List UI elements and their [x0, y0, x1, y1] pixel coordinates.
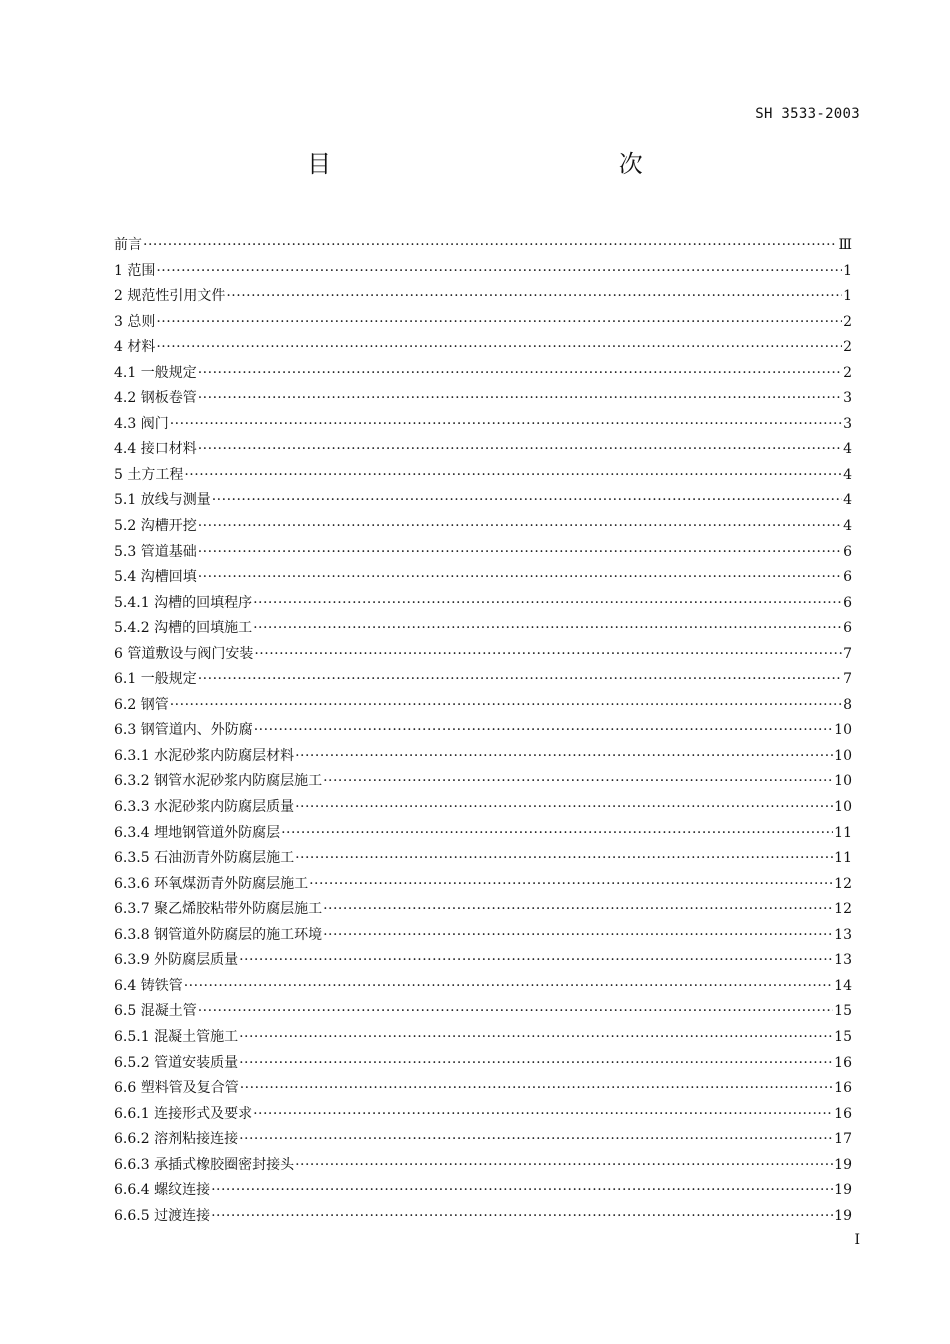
toc-entry-page: 12 [834, 875, 852, 892]
toc-dot-leader [198, 565, 842, 591]
toc-entry-number: 4.4 [114, 441, 141, 458]
toc-entry-page: 3 [843, 415, 852, 432]
toc-entry-number: 6.3.3 [114, 799, 155, 816]
toc-entry-page: 10 [834, 722, 852, 739]
toc-entry-number: 4.3 [114, 415, 141, 432]
toc-dot-leader [211, 1204, 833, 1230]
toc-dot-leader [170, 412, 842, 438]
toc-entry-number: 5.3 [114, 543, 141, 560]
toc-entry[interactable] [114, 1025, 852, 1051]
toc-dot-leader [253, 591, 842, 617]
toc-entry-title: 土方工程 [127, 466, 184, 483]
toc-dot-leader [253, 1102, 833, 1128]
toc-entry-page: 10 [834, 773, 852, 790]
toc-entry-page: 16 [834, 1105, 852, 1122]
toc-entry[interactable] [114, 1204, 852, 1230]
toc-entry-number: 6.3.2 [114, 773, 155, 790]
toc-entry-page: 19 [834, 1182, 852, 1199]
toc-entry-page: 17 [834, 1131, 852, 1148]
toc-entry-page: 4 [843, 492, 852, 509]
toc-entry-title: 钢板卷管 [140, 390, 197, 407]
toc-entry[interactable] [114, 897, 852, 923]
toc-entry-title: 聚乙烯胶粘带外防腐层施工 [154, 901, 323, 918]
toc-entry-number: 3 [114, 313, 128, 330]
toc-entry-title: 埋地钢管道外防腐层 [154, 824, 281, 841]
toc-dot-leader [170, 693, 842, 719]
toc-entry-title: 沟槽的回填程序 [154, 594, 253, 611]
toc-dot-leader [281, 821, 833, 847]
toc-entry-page: 13 [834, 952, 852, 969]
toc-entry-number: 1 [114, 262, 128, 279]
toc-entry[interactable] [114, 769, 852, 795]
toc-dot-leader [198, 514, 842, 540]
toc-entry[interactable] [114, 514, 852, 540]
toc-entry-page: 4 [843, 466, 852, 483]
toc-entry[interactable] [114, 386, 852, 412]
toc-entry[interactable] [114, 974, 852, 1000]
page-number: I [854, 1232, 860, 1248]
toc-entry[interactable] [114, 259, 852, 285]
toc-entry[interactable] [114, 335, 852, 361]
toc-entry-title: 石油沥青外防腐层施工 [154, 850, 295, 867]
toc-entry-number: 6.3.4 [114, 824, 155, 841]
toc-entry[interactable] [114, 1127, 852, 1153]
toc-entry-title: 材料 [127, 339, 156, 356]
toc-entry[interactable] [114, 1178, 852, 1204]
toc-entry[interactable] [114, 795, 852, 821]
toc-entry[interactable] [114, 412, 852, 438]
toc-dot-leader [156, 335, 842, 361]
toc-entry-number: 6.6 [114, 1080, 141, 1097]
toc-entry-number: 6.3.8 [114, 926, 155, 943]
toc-entry[interactable] [114, 233, 852, 259]
toc-entry-title: 沟槽回填 [140, 569, 197, 586]
toc-entry-title: 环氧煤沥青外防腐层施工 [154, 875, 309, 892]
toc-entry-page: 1 [843, 262, 852, 279]
toc-dot-leader [198, 437, 842, 463]
toc-entry-title: 前言 [114, 237, 142, 253]
toc-entry-title: 承插式橡胶圈密封接头 [154, 1156, 295, 1173]
toc-entry-number: 5.2 [114, 518, 141, 535]
toc-entry-number: 5.4 [114, 569, 141, 586]
toc-dot-leader [295, 795, 833, 821]
toc-entry-title: 钢管道内、外防腐 [140, 722, 253, 739]
toc-entry-number: 5.1 [114, 492, 141, 509]
toc-entry-title: 管道安装质量 [154, 1054, 239, 1071]
toc-entry-page: 3 [843, 390, 852, 407]
toc-entry-number: 6.5.2 [114, 1054, 155, 1071]
toc-dot-leader [156, 310, 842, 336]
toc-entry-page: 6 [843, 594, 852, 611]
toc-dot-leader [211, 1178, 833, 1204]
toc-entry-title: 连接形式及要求 [154, 1105, 253, 1122]
toc-entry-page: 16 [834, 1080, 852, 1097]
toc-entry-number: 6.6.1 [114, 1105, 155, 1122]
toc-entry-page: 8 [843, 696, 852, 713]
toc-entry-number: 6.6.3 [114, 1156, 155, 1173]
toc-entry[interactable] [114, 1102, 852, 1128]
toc-entry-title: 一般规定 [140, 671, 197, 688]
toc-entry-number: 6 [114, 645, 128, 662]
toc-entry[interactable] [114, 744, 852, 770]
toc-entry[interactable] [114, 718, 852, 744]
toc-dot-leader [198, 999, 833, 1025]
toc-entry[interactable] [114, 999, 852, 1025]
toc-dot-leader [323, 923, 833, 949]
toc-entry[interactable] [114, 463, 852, 489]
toc-entry[interactable] [114, 1153, 852, 1179]
toc-entry-number: 6.2 [114, 696, 141, 713]
toc-entry-title: 铸铁管 [140, 977, 183, 994]
toc-dot-leader [212, 488, 842, 514]
toc-entry[interactable] [114, 821, 852, 847]
toc-entry-page: 6 [843, 543, 852, 560]
toc-dot-leader [295, 846, 833, 872]
toc-entry-title: 接口材料 [140, 441, 197, 458]
toc-entry-number: 5.4.2 [114, 620, 155, 637]
toc-entry-title: 螺纹连接 [154, 1182, 211, 1199]
toc-entry-number: 6.4 [114, 977, 141, 994]
toc-entry-title: 水泥砂浆内防腐层材料 [154, 747, 295, 764]
toc-dot-leader [253, 616, 842, 642]
toc-entry[interactable] [114, 540, 852, 566]
toc-entry-title: 范围 [127, 262, 156, 279]
toc-entry[interactable] [114, 1051, 852, 1077]
toc-entry-page: 4 [843, 518, 852, 535]
toc-entry-page: 19 [834, 1156, 852, 1173]
toc-entry-title: 塑料管及复合管 [140, 1080, 239, 1097]
toc-entry-title: 一般规定 [140, 364, 197, 381]
toc-entry-number: 6.5.1 [114, 1028, 155, 1045]
toc-entry-number: 4 [114, 339, 128, 356]
toc-entry-title: 放线与测量 [140, 492, 211, 509]
toc-entry[interactable] [114, 923, 852, 949]
toc-entry-page: Ⅲ [838, 237, 852, 253]
toc-entry-number: 6.6.5 [114, 1207, 155, 1224]
toc-entry-page: 4 [843, 441, 852, 458]
toc-entry-title: 管道敷设与阀门安装 [127, 645, 254, 662]
toc-entry-page: 14 [834, 977, 852, 994]
toc-entry-title: 阀门 [140, 415, 169, 432]
toc-dot-leader [254, 718, 833, 744]
toc-entry[interactable] [114, 284, 852, 310]
toc-entry-page: 16 [834, 1054, 852, 1071]
toc-entry-page: 12 [834, 901, 852, 918]
toc-entry[interactable] [114, 488, 852, 514]
toc-entry[interactable] [114, 948, 852, 974]
toc-entry-title: 过渡连接 [154, 1207, 211, 1224]
toc-dot-leader [295, 1153, 833, 1179]
toc-entry-page: 2 [843, 313, 852, 330]
toc-dot-leader [239, 1127, 833, 1153]
toc-entry-number: 6.3.9 [114, 952, 155, 969]
toc-entry-number: 6.3.7 [114, 901, 155, 918]
table-of-contents [114, 233, 852, 1229]
toc-entry-page: 2 [843, 364, 852, 381]
toc-entry[interactable] [114, 667, 852, 693]
toc-entry-title: 总则 [127, 313, 156, 330]
toc-dot-leader [239, 948, 833, 974]
toc-dot-leader [254, 642, 842, 668]
toc-entry-number: 6.3.6 [114, 875, 155, 892]
toc-entry[interactable] [114, 361, 852, 387]
toc-entry-title: 钢管道外防腐层的施工环境 [154, 926, 323, 943]
toc-entry-page: 6 [843, 620, 852, 637]
toc-dot-leader [226, 284, 842, 310]
page-title: 目 次 [307, 150, 783, 178]
toc-entry[interactable] [114, 616, 852, 642]
toc-dot-leader [156, 259, 842, 285]
toc-entry-title: 管道基础 [140, 543, 197, 560]
toc-entry-number: 6.5 [114, 1003, 141, 1020]
toc-entry-number: 4.1 [114, 364, 141, 381]
toc-entry-number: 6.3.1 [114, 747, 155, 764]
toc-entry-number: 5.4.1 [114, 594, 155, 611]
toc-dot-leader [323, 897, 833, 923]
toc-entry-page: 2 [843, 339, 852, 356]
toc-entry[interactable] [114, 437, 852, 463]
toc-entry-page: 15 [834, 1003, 852, 1020]
toc-entry-title: 外防腐层质量 [154, 952, 239, 969]
toc-entry-title: 沟槽开挖 [140, 518, 197, 535]
toc-dot-leader [198, 361, 842, 387]
toc-entry-page: 13 [834, 926, 852, 943]
toc-dot-leader [198, 667, 842, 693]
toc-dot-leader [184, 974, 833, 1000]
toc-dot-leader [198, 540, 842, 566]
toc-entry-page: 15 [834, 1028, 852, 1045]
toc-dot-leader [323, 769, 833, 795]
toc-entry-page: 10 [834, 799, 852, 816]
toc-entry[interactable] [114, 310, 852, 336]
toc-dot-leader [309, 872, 833, 898]
toc-dot-leader [239, 1051, 833, 1077]
toc-entry-page: 1 [843, 288, 852, 305]
toc-entry-title: 沟槽的回填施工 [154, 620, 253, 637]
toc-entry[interactable] [114, 642, 852, 668]
toc-entry-number: 6.1 [114, 671, 141, 688]
toc-entry-number: 5 [114, 466, 128, 483]
toc-entry-title: 溶剂粘接连接 [154, 1131, 239, 1148]
toc-dot-leader [198, 386, 842, 412]
toc-entry-page: 10 [834, 747, 852, 764]
toc-entry-number: 6.3 [114, 722, 141, 739]
toc-entry-title: 钢管 [140, 696, 169, 713]
toc-dot-leader [239, 1025, 833, 1051]
toc-entry-number: 6.3.5 [114, 850, 155, 867]
standard-code: SH 3533-2003 [755, 106, 860, 122]
toc-entry[interactable] [114, 693, 852, 719]
toc-entry-number: 6.6.4 [114, 1182, 155, 1199]
toc-entry[interactable] [114, 1076, 852, 1102]
toc-dot-leader [143, 233, 837, 259]
toc-entry-number: 2 [114, 288, 128, 305]
toc-entry-title: 规范性引用文件 [127, 288, 226, 305]
toc-entry-page: 7 [843, 645, 852, 662]
toc-entry-number: 6.6.2 [114, 1131, 155, 1148]
toc-entry[interactable] [114, 591, 852, 617]
toc-dot-leader [295, 744, 833, 770]
toc-entry[interactable] [114, 872, 852, 898]
toc-entry-page: 19 [834, 1207, 852, 1224]
toc-entry-title: 混凝土管施工 [154, 1028, 239, 1045]
toc-entry-page: 6 [843, 569, 852, 586]
toc-entry-title: 混凝土管 [140, 1003, 197, 1020]
toc-entry-title: 水泥砂浆内防腐层质量 [154, 799, 295, 816]
toc-entry-page: 11 [834, 850, 852, 867]
toc-entry-page: 11 [834, 824, 852, 841]
toc-entry-title: 钢管水泥砂浆内防腐层施工 [154, 773, 323, 790]
toc-entry-page: 7 [843, 671, 852, 688]
toc-entry[interactable] [114, 846, 852, 872]
toc-dot-leader [240, 1076, 833, 1102]
toc-dot-leader [184, 463, 842, 489]
toc-entry-number: 4.2 [114, 390, 141, 407]
toc-entry[interactable] [114, 565, 852, 591]
